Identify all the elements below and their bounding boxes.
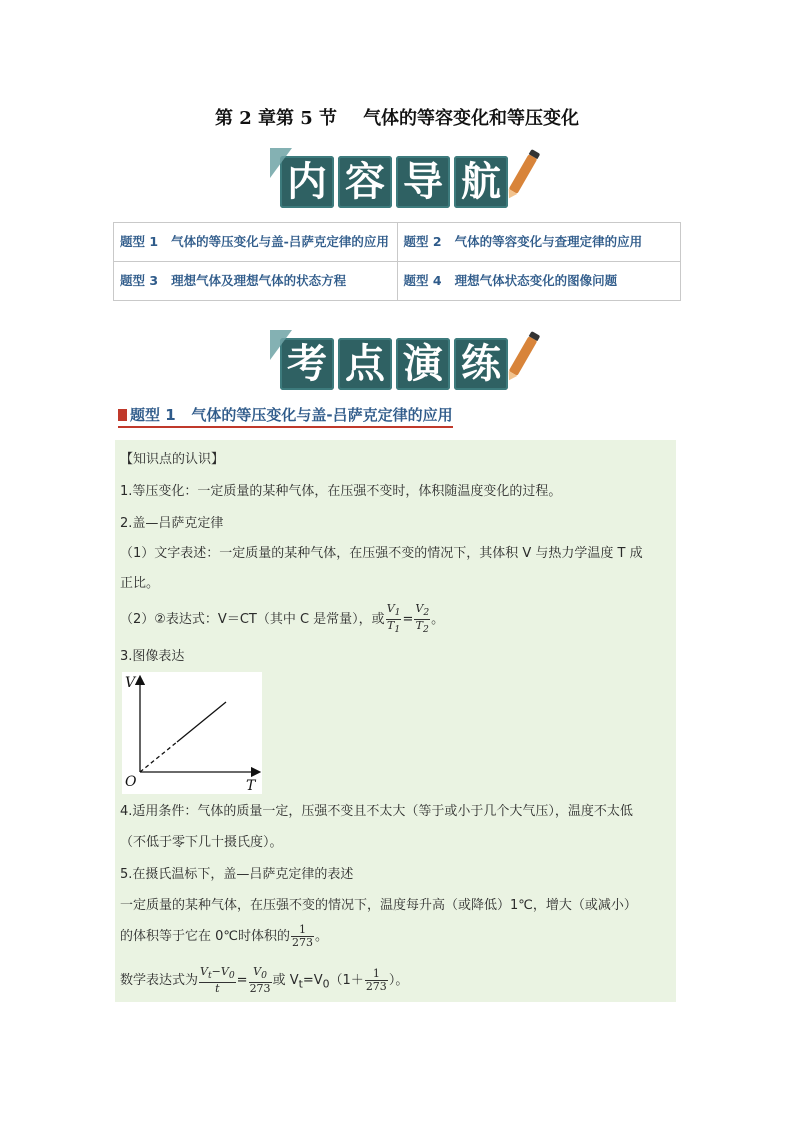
chapter-label: 第 2 章第 5 节	[214, 108, 338, 129]
x-axis-label: T	[246, 778, 256, 794]
knowledge-p3b: 正比。	[120, 576, 160, 591]
banner-triangle-decoration	[270, 148, 292, 178]
exercise-banner	[270, 330, 526, 392]
banner-triangle-decoration	[270, 330, 292, 360]
banner-char: 点	[338, 338, 392, 390]
origin-label: O	[125, 774, 137, 790]
knowledge-p8b: 的体积等于它在 0℃时体积的 $\frac{1}{273}$ 。	[120, 923, 329, 949]
y-axis-label: V	[125, 675, 136, 691]
banner-char: 导	[396, 156, 450, 208]
knowledge-p7: 5.在摄氏温标下，盖—吕萨克定律的表述	[120, 867, 354, 882]
pencil-icon	[509, 336, 538, 376]
formula-1-over-273: $\frac{1}{273}$	[292, 923, 314, 949]
topic-label: 气体的等容变化和等压变化	[363, 108, 580, 129]
knowledge-p2: 2.盖—吕萨克定律	[120, 516, 224, 531]
knowledge-p8a: 一定质量的某种气体，在压强不变的情况下，温度每升高（或降低）1℃，增大（或减小）	[120, 898, 637, 913]
formula-v0-over-273: $\frac{V_0}{273}$	[249, 965, 271, 996]
formula-v2-t2: $\frac{V_2}{T_2}$	[415, 602, 430, 636]
section-heading: 题型 1 气体的等压变化与盖-吕萨克定律的应用	[118, 404, 453, 428]
nav-cell-topic-1[interactable]: 题型 1 气体的等压变化与盖-吕萨克定律的应用	[114, 223, 398, 262]
knowledge-p9: 数学表达式为 $\frac{V_t-V_0}{t}$ = $\frac{V_0}{273}$ 或 $V_t=V_0(1+$ $\frac{1}{273}$ ）。	[120, 965, 409, 996]
banner-char: 航	[454, 156, 508, 208]
knowledge-p6b: （不低于零下几十摄氏度）。	[120, 835, 283, 850]
knowledge-heading: 【知识点的认识】	[120, 452, 225, 467]
isobaric-line	[177, 702, 226, 742]
formula-v1-t1: $\frac{V_1}{T_1}$	[386, 602, 401, 636]
banner-char: 考	[280, 338, 334, 390]
formula-delta-v-over-t: $\frac{V_t-V_0}{t}$	[200, 965, 235, 996]
content-navigation-banner	[270, 148, 526, 210]
banner-char: 内	[280, 156, 334, 208]
knowledge-p4: （2）②表达式：V＝CT（其中 C 是常量），或 $\frac{V_1}{T_1}$ = $\frac{V_2}{T_2}$ 。	[120, 602, 445, 636]
knowledge-p3a: （1）文字表述：一定质量的某种气体，在压强不变的情况下，其体积 V 与热力学温度 T 成	[120, 546, 643, 561]
formula-1-over-273-b: $\frac{1}{273}$	[365, 967, 387, 994]
v-t-graph	[122, 672, 262, 794]
banner-char: 练	[454, 338, 508, 390]
topic-navigation-table	[113, 222, 681, 301]
nav-cell-topic-4[interactable]: 题型 4 理想气体状态变化的图像问题	[397, 262, 681, 301]
nav-cell-topic-2[interactable]: 题型 2 气体的等容变化与查理定律的应用	[397, 223, 681, 262]
knowledge-p6a: 4.适用条件：气体的质量一定，压强不变且不太大（等于或小于几个大气压），温度不太低	[120, 804, 633, 819]
banner-char: 容	[338, 156, 392, 208]
knowledge-box	[115, 440, 676, 1002]
pencil-icon	[509, 154, 538, 194]
knowledge-p5: 3.图像表达	[120, 649, 185, 664]
banner-char: 演	[396, 338, 450, 390]
extrapolated-line	[140, 742, 177, 772]
red-square-icon	[118, 409, 127, 421]
nav-cell-topic-3[interactable]: 题型 3 理想气体及理想气体的状态方程	[114, 262, 398, 301]
page-title	[0, 104, 794, 130]
knowledge-p1: 1.等压变化：一定质量的某种气体，在压强不变时，体积随温度变化的过程。	[120, 484, 562, 499]
